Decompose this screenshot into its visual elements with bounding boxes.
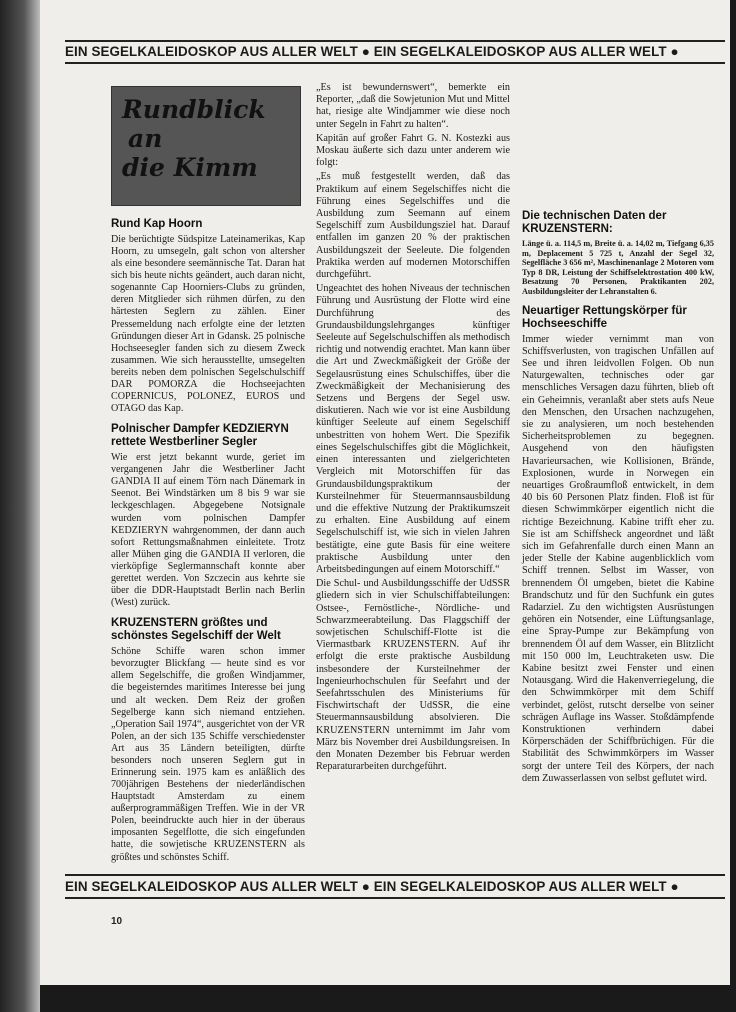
- heading-kruzenstern: KRUZENSTERN größtes und schönstes Segelschiff der Welt: [111, 617, 281, 643]
- logo-line-2: an: [128, 124, 163, 153]
- text-kruzenstern-captain: Kapitän auf großer Fahrt G. N. Kostezki aus Moskau äußerte sich dazu unter anderem wie folgt:: [316, 132, 510, 169]
- heading-techdata: Die technischen Daten der KRUZENSTERN:: [522, 210, 667, 235]
- book-spine: [0, 0, 40, 1012]
- logo-line-1: Rundblick: [122, 95, 266, 124]
- section-logo: [111, 86, 301, 206]
- heading-rettung: Neuartiger Rettungskörper für Hochseeschiffe: [522, 304, 687, 330]
- heading-kap-hoorn: Rund Kap Hoorn: [111, 218, 203, 230]
- banner-top-rule-bottom: [65, 62, 725, 64]
- text-kedzieryn: Wie erst jetzt bekannt wurde, geriet im vergangenen Jahr die Westberliner Jacht GANDIA II auf einem Törn nach Dänemark in Seenot. Bei Windstärken um 8 bis 9 war sie leckgeschlagen. Abgegebene Notsignale wurden vom polnischen Dampfer KEDZIERYN wahrgenommen, der dann auch sofort Rettungsmaßnahmen einleitete. Trotz aller Mühen ging die GANDIA II verloren, die vierköpfige Seglermannschaft konnte aber gerettet werden. Von Szczecin aus kehrte sie über die DDR-Hauptstadt Berlin nach Berlin (West) zurück.: [111, 452, 305, 609]
- column-2: [316, 82, 510, 775]
- banner-top: EIN SEGELKALEIDOSKOP AUS ALLER WELT ● EIN SEGELKALEIDOSKOP AUS ALLER WELT ●: [65, 44, 679, 59]
- heading-kedzieryn: Polnischer Dampfer KEDZIERYN rettete Westberliner Segler: [111, 423, 289, 449]
- logo-line-3: die Kimm: [122, 153, 258, 182]
- column-1: [111, 218, 305, 866]
- text-kap-hoorn: Die berüchtigte Südspitze Lateinamerikas, Kap Hoorn, zu umsegeln, galt schon von altersher als eine besondere seemännische Tat. Daran hat sich bis heute nichts geändert, auch daran nicht, sogenannte Cap Hoorniers-Clubs zu gründen, deren Mitglieder sich rühmen dürfen, zu den härtesten Seglern zu zählen. Einer Pressemeldung nach erfolgte eine der letzten Gründungen dieser Art in Gdansk. 25 polnische Hochseesegler fanden sich zu diesem Zweck zusammen. Wie sich herausstellte, umsegelten bereits neben dem polnischen Segelschulschiff DAR POMORZA die Hochseejachten COPERNICUS, POLONEZ, EUROS und OTAGO das Kap.: [111, 234, 305, 415]
- banner-bottom-rule: [65, 874, 725, 876]
- text-kruzenstern-training: Ungeachtet des hohen Niveaus der technischen Führung und Ausrüstung der Flotte wird eine Durchführung des Grundausbildungslehrganges künftiger Seeleute auf Segelschulschiffen als methodisch richtig und notwendig erachtet. Man kann über die Art und Zweckmäßigkeit der Größe der Segelausrüstung eines Schulschiffes, über die Zweckmäßigkeit der Mechanisierung des Setzens und Bergens der Segel usw. diskutieren. Nach wie vor ist eine Ausbildung künftiger Seeleute auf einem Segelschiff unbestritten von hohem Wert. Die Spezifik eines Segelschulschiffes gibt die Möglichkeit, einen interessanten und zielgerichteten Vergleich mit Motorschiffen für das Grundausbildungspraktikum der Kursteilnehmer für Steuermannsausbildung und die effektive Nutzung der Praktikumszeit zu erhalten. Eine Ausbildung auf einem Segelschulschiff ist, wie sich in vielen Jahren bestätigte, eine gute Basis für eine weitere praktische Ausbildung unter den Arbeitsbedingungen auf einem Motorschiff.“: [316, 283, 510, 575]
- text-techdata: Länge ü. a. 114,5 m, Breite ü. a. 14,02 m, Tiefgang 6,35 m, Deplacement 5 725 t, Anzahl der Segel 32, Segelfläche 3 656 m², Maschinenanlage 2 Motoren vom Typ 8 DR, Leistung der Schiffselektrostation 400 kW, Besatzung 70 Personen, Praktikanten 202, Ausbildungsleiter der Lehranstalten 6.: [522, 239, 714, 296]
- text-kruzenstern-statement: „Es muß festgestellt werden, daß das Praktikum auf einem Segelschiffes nicht die Führung eines Segelschiffes und die Ausbildung zum Seemann auf einem Segelschiff zum Ausbildungsziel hat. Darauf entfallen im ganzen 20 % der praktischen Ausbildungszeit der Seeleute. Die folgenden Praktika werden auf modernen Motorschiffen durchgeführt.: [316, 171, 510, 281]
- column-3: [522, 82, 714, 787]
- banner-top-rule: [65, 40, 725, 42]
- text-kruzenstern-intro: Schöne Schiffe waren schon immer bevorzugter Blickfang — heute sind es vor allem Segelschiffe, die großen Windjammer, die begeisterndes maritimes Interesse bei jung und alt wecken. Dem Reiz der großen Segelberge kann sich niemand entziehen. „Operation Sail 1974“, ausgerichtet von der VR Polen, an der sich 135 Schiffe verschiedenster Art aus 35 Ländern beteiligten, dürfte besonders noch unseren Seglern gut in Erinnerung sein. 1975 kam es anläßlich des 700jährigen Bestehens der niederländischen Hauptstadt Amsterdam zu einem außerprogrammäßigen Treffen. Wie in der VR Polen, beeindruckte auch hier in der überaus imposanten Segelflotte, die sich eingefunden hatte, die sowjetische KRUZENSTERN als größtes und schönstes Schiff.: [111, 646, 305, 863]
- text-rettung: Immer wieder vernimmt man von Schiffsverlusten, von tragischen Unfällen auf See und ihren leidvollen Folgen. Ob nun Naturgewalten, technisches oder gar menschliches Versagen dazu führten, blieb oft ein Geheimnis, veranlaßt aber stets aufs Neue den Menschen, den Ursachen nachzugehen, sie zu analysieren, um noch bestehenden Sicherheitsproblemen zu begegnen. Ausgehend von den häufigsten Havarieursachen, wie Kollisionen, Brände, Explosionen, wurde in Norwegen ein neuartiges Großraumfloß entwickelt, in dem 40 bis 60 Personen Platz finden. Floß ist für diesen Schwimmkörper eigentlich nicht die richtige Bezeichnung. Kabine trifft eher zu. Sie ist am Schiffsheck angeordnet und läßt sich im Gefahrenfalle durch einen Mann an jeder Stelle der Kabine augenblicklich vom Schiff trennen. Selbst im Wasser, von brennendem Öl umgeben, bietet die Kabine Brandschutz und für den Suchfunk ein gutes Radarziel. Zu den wichtigsten Ausrüstungen gehören ein Notsender, eine Lüftungsanlage, eine Spray-Pumpe zur Bekämpfung von brennendem Öl auf dem Wasser, ein Blitzlicht mit 150 000 lm, Leuchtraketen usw. Die Kabine besitzt zwei Fenster und einen Notausgang. Wird die Hakenverriegelung, die den Schwimmkörper mit dem Schiff verbindet, gelöst, rutscht derselbe von seiner schrägen Auflage ins Wasser. Stoßdämpfende Konstruktionen verhindern dabei Körperschäden der Schiffbrüchigen. Für die Stabilität des Schwimmkörpers im Wasser sorgt der untere Teil des Körpers, der nach dem Zuwasserlassen von selbst geflutet wird.: [522, 333, 714, 784]
- text-kruzenstern-fleet: Die Schul- und Ausbildungsschiffe der UdSSR gliedern sich in vier Schulschiffabteilungen: Ostsee-, Fernöstliche-, Nördliche- und Schwarzmeerabteilung. Das Flaggschiff der sowjetischen Schulschiff-Flotte ist die Viermastbark KRUZENSTERN. Auf ihr erfolgt die erste praktische Ausbildung insbesondere der Kursteilnehmer der Ingenieurhochschulen für Seefahrt und der Seefahrtsschulen des Ministeriums für Fischwirtschaft der UdSSR, die eine Steuermannsausbildung absolvieren. Die KRUZENSTERN unternimmt im Jahr vom März bis November drei Ausbildungsreisen. In den Monaten Dezember bis Februar werden Reparaturarbeiten durchgeführt.: [316, 578, 510, 773]
- page-number: 10: [111, 916, 123, 927]
- banner-bottom-rule-bottom: [65, 897, 725, 899]
- text-kruzenstern-quote: „Es ist bewundernswert“, bemerkte ein Reporter, „daß die Sowjetunion Mut und Mittel hat, riesige alte Windjammer wie diese noch unter Segeln in Fahrt zu halten“.: [316, 82, 510, 130]
- logo-text: [122, 95, 266, 182]
- banner-bottom: EIN SEGELKALEIDOSKOP AUS ALLER WELT ● EIN SEGELKALEIDOSKOP AUS ALLER WELT ●: [65, 879, 679, 894]
